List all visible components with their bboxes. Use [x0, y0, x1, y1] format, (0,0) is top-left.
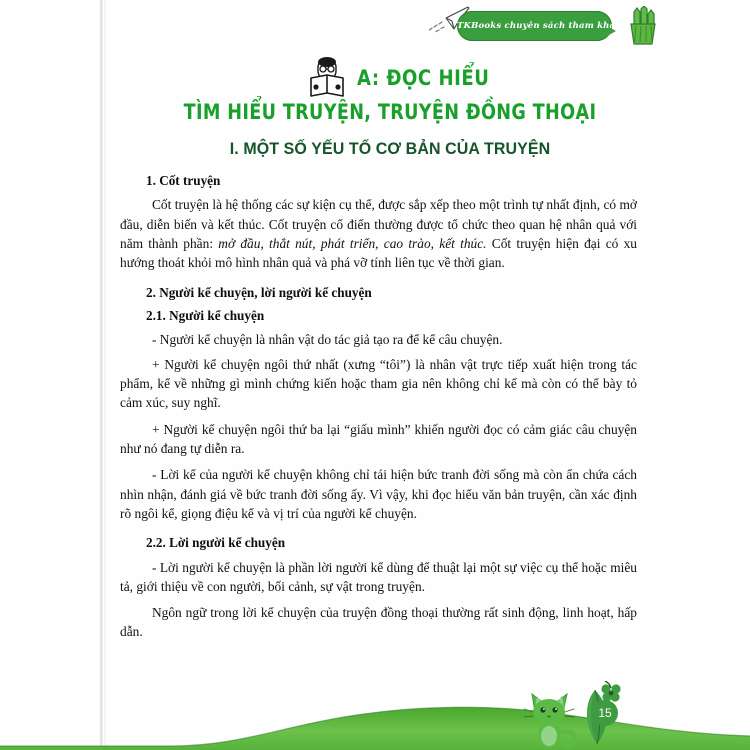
- paragraph-language: Ngôn ngữ trong lời kể chuyện của truyện đồng thoại thường rất sinh động, linh hoạt, hấp dẫn.: [120, 605, 637, 640]
- page-edge-line: [104, 0, 106, 750]
- paragraph-plot-part1: Cốt truyện là hệ thống các sự kiện cụ thể, được sắp xếp theo một trình tự nhất định, có mở đầu, diễn biến và kết thúc. Cốt truyện cổ điển thường được tổ chức theo quan hệ nhân quả với năm thành phần:: [120, 197, 637, 252]
- pencil-cup-icon: [620, 6, 662, 50]
- subheading-2-2: 2.2. Lời người kể chuyện: [146, 535, 286, 551]
- paragraph-narrator-def: - Người kể chuyện là nhân vật do tác giả tạo ra để kể câu chuyện.: [152, 332, 503, 348]
- subheading-2: 2. Người kể chuyện, lời người kể chuyện: [146, 284, 372, 300]
- paragraph-plot-part2: Cốt truyện hiện đại có xu hướng thoát khỏi mô hình nhân quả và phá vỡ tính liên tục về thời gian.: [120, 236, 637, 271]
- page-title-line1: A: ĐỌC HIỂU: [357, 66, 490, 90]
- body-content: [119, 172, 639, 649]
- paragraph-narrator-voice: - Lời kể của người kể chuyện không chỉ tái hiện bức tranh đời sống mà còn ẩn chứa cách nhìn nhận, đánh giá về bức tranh đời sống ấy. Vì vậy, khi đọc hiểu văn bản truyện, cần xác định rõ ngôi kể, giọng điệu kể và vị trí của người kể chuyện.: [120, 467, 637, 521]
- page-edge-shadow: [99, 0, 103, 750]
- paragraph-narration-def: - Lời người kể chuyện là phần lời người kể dùng để thuật lại một sự việc cụ thể hoặc miêu tả, giới thiệu về con người, bối cảnh, sự vật trong truyện.: [120, 559, 637, 594]
- paragraph-plot: [119, 195, 639, 272]
- paragraph-first-person: + Người kể chuyện ngôi thứ nhất (xưng “tôi”) là nhân vật trực tiếp xuất hiện trong tác phẩm, kể về những gì mình chứng kiến hoặc tham gia nên không chỉ kể mà còn có thể bày tỏ cảm xúc, suy nghĩ.: [120, 356, 637, 411]
- section-heading: I. MỘT SỐ YẾU TỐ CƠ BẢN CỦA TRUYỆN: [229, 139, 551, 158]
- paragraph-third-person: + Người kể chuyện ngôi thứ ba lại “giấu mình” khiến người đọc có cảm giác câu chuyện như nó đang tự diễn ra.: [120, 421, 637, 456]
- green-hill-decoration: [0, 680, 750, 750]
- brand-banner: [420, 2, 750, 58]
- subheading-1: 1. Cốt truyện: [146, 173, 221, 188]
- paragraph-plot-italic: mở đầu, thắt nút, phát triển, cao trào, kết thúc.: [218, 236, 487, 252]
- page-title-line2: TÌM HIỂU TRUYỆN, TRUYỆN ĐỒNG THOẠI: [183, 100, 597, 124]
- banner-text: TKBooks chuyên sách tham khảo: [457, 21, 622, 31]
- subheading-2-1: 2.1. Người kể chuyện: [146, 308, 265, 324]
- page-number: 15: [592, 700, 618, 726]
